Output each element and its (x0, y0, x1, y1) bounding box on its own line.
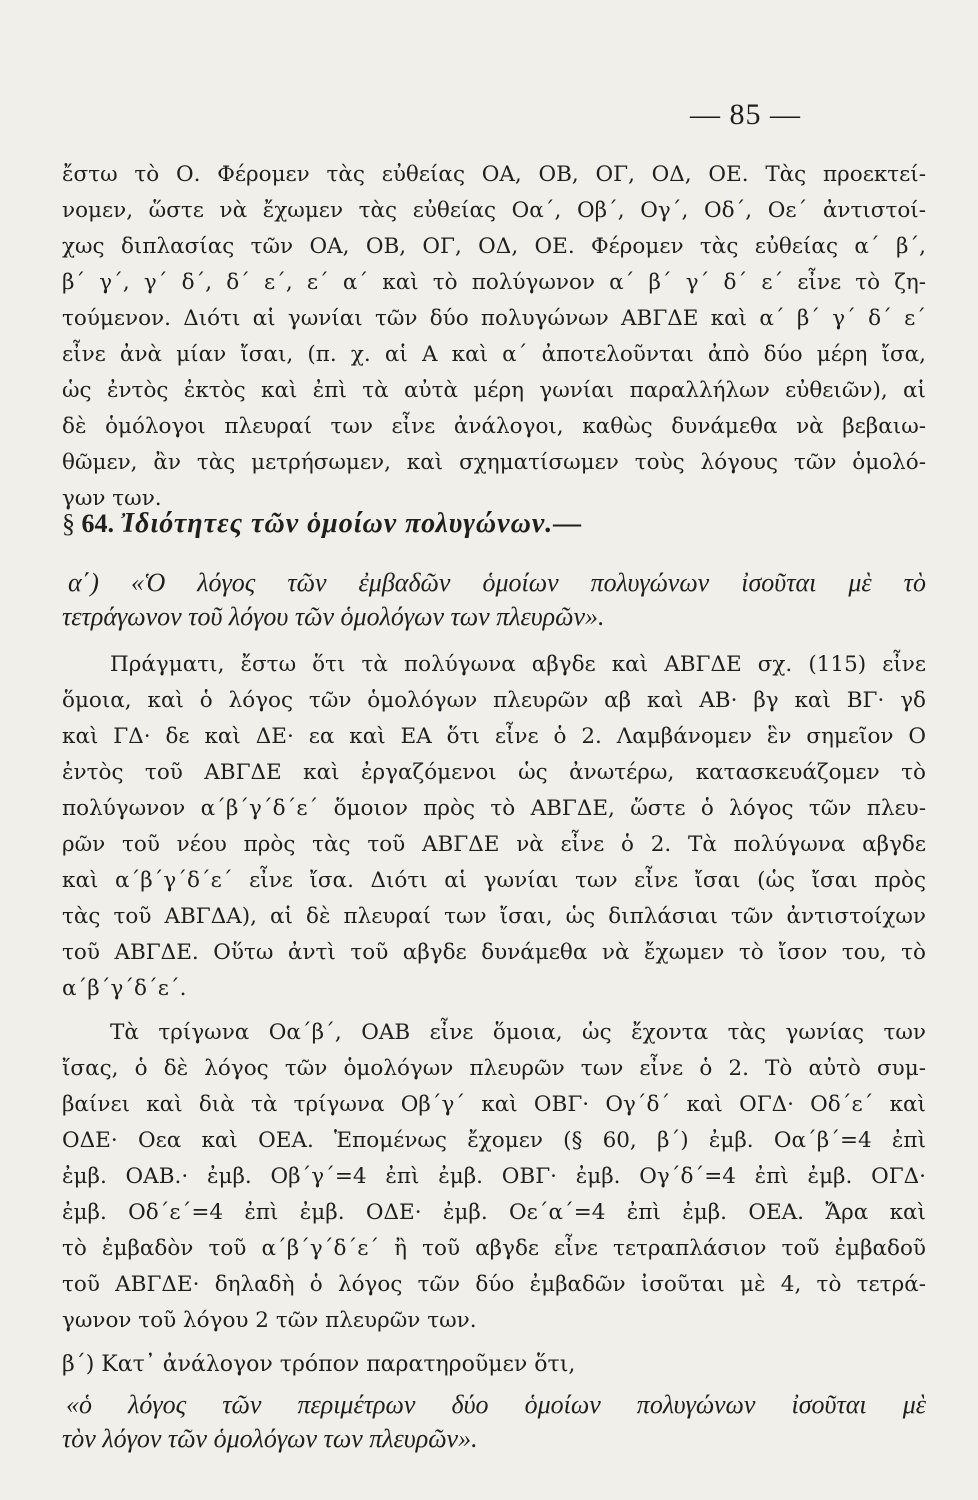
text-line: τοῦ ΑΒΓΔΕ. Οὕτω ἀντὶ τοῦ αβγδε δυνάμεθα νὰ ἔχωμεν τὸ ἴσον του, τὸ (62, 940, 926, 965)
text-line: γων των. (62, 486, 162, 511)
text-line: ΟΔΕ· Οεα καὶ ΟΕΑ. Ἑπομένως ἔχομεν (§ 60, β΄) ἐμβ. Οα΄β΄=4 ἐπὶ (62, 1128, 926, 1153)
theorem-line: τὸν λόγον τῶν ὁμολόγων των πλευρῶν». (62, 1424, 478, 1453)
text-line: ἴσας, ὁ δὲ λόγος τῶν ὁμολόγων πλευρῶν των εἶνε ὁ 2. Τὸ αὐτὸ συμ- (62, 1056, 926, 1081)
text-line: χως διπλασίας τῶν ΟΑ, ΟΒ, ΟΓ, ΟΔ, ΟΕ. Φέρομεν τὰς εὐθείας α΄ β΄, (62, 234, 926, 259)
text-line: νομεν, ὥστε νὰ ἔχωμεν τὰς εὐθείας Οα΄, Οβ΄, Ογ΄, Οδ΄, Οε΄ ἀντιστοί- (62, 198, 926, 223)
text-line: ὅμοια, καὶ ὁ λόγος τῶν ὁμολόγων πλευρῶν αβ καὶ ΑΒ· βγ καὶ ΒΓ· γδ (62, 688, 926, 713)
text-line: τὸ ἐμβαδὸν τοῦ α΄β΄γ΄δ΄ε΄ ἢ τοῦ αβγδε εἶνε τετραπλάσιον τοῦ ἐμβαδοῦ (62, 1236, 926, 1261)
text-line: καὶ α΄β΄γ΄δ΄ε΄ εἶνε ἴσα. Διότι αἱ γωνίαι των εἶνε ἴσαι (ὡς ἴσαι πρὸς (62, 868, 926, 893)
text-line: δὲ ὁμόλογοι πλευραί των εἶνε ἀνάλογοι, καθὼς δυνάμεθα νὰ βεβαιω- (62, 414, 926, 439)
text-line: ρῶν τοῦ νέου πρὸς τὰς τοῦ ΑΒΓΔΕ νὰ εἶνε ὁ 2. Τὰ πολύγωνα αβγδε (62, 832, 926, 857)
text-line: τοῦ ΑΒΓΔΕ· δηλαδὴ ὁ λόγος τῶν δύο ἐμβαδῶν ἰσοῦται μὲ 4, τὸ τετρά- (62, 1272, 926, 1297)
text-line: ἐντὸς τοῦ ΑΒΓΔΕ καὶ ἐργαζόμενοι ὡς ἀνωτέρω, κατασκευάζομεν τὸ (62, 760, 926, 785)
text-line: θῶμεν, ἂν τὰς μετρήσωμεν, καὶ σχηματίσωμεν τοὺς λόγους τῶν ὁμολό- (62, 450, 926, 475)
text-line: α΄β΄γ΄δ΄ε΄. (62, 976, 187, 1001)
text-line: β΄ γ΄, γ΄ δ΄, δ΄ ε΄, ε΄ α΄ καὶ τὸ πολύγωνον α΄ β΄ γ΄ δ΄ ε΄ εἶνε τὸ ζη- (62, 270, 926, 295)
text-line: τὰς τοῦ ΑΒΓΔΑ), αἱ δὲ πλευραί των ἴσαι, ὡς διπλάσιαι τῶν ἀντιστοίχων (62, 904, 926, 929)
text-line: βαίνει καὶ διὰ τὰ τρίγωνα Οβ΄γ΄ καὶ ΟΒΓ· Ογ΄δ΄ καὶ ΟΓΔ· Οδ΄ε΄ καὶ (62, 1092, 926, 1117)
theorem-line: α΄) «Ὁ λόγος τῶν ἐμβαδῶν ὁμοίων πολυγώνων ἰσοῦται μὲ τὸ (68, 568, 926, 597)
text-line: καὶ ΓΔ· δε καὶ ΔΕ· εα καὶ ΕΑ ὅτι εἶνε ὁ 2. Λαμβάνομεν ἓν σημεῖον Ο (62, 724, 926, 749)
theorem-line: «ὁ λόγος τῶν περιμέτρων δύο ὁμοίων πολυγώνων ἰσοῦται μὲ (66, 1390, 926, 1419)
text-line: Πράγματι, ἔστω ὅτι τὰ πολύγωνα αβγδε καὶ ΑΒΓΔΕ σχ. (115) εἶνε (110, 652, 926, 677)
theorem-line: τετράγωνον τοῦ λόγου τῶν ὁμολόγων των πλευρῶν». (62, 602, 605, 631)
text-line: ἐμβ. ΟΑΒ.· ἐμβ. Οβ΄γ΄=4 ἐπὶ ἐμβ. ΟΒΓ· ἐμβ. Ογ΄δ΄=4 ἐπὶ ἐμβ. ΟΓΔ· (62, 1164, 926, 1189)
section-title: Ἰδιότητες τῶν ὁμοίων πολυγώνων.— (120, 508, 583, 539)
text-line: β΄) Κατ᾽ ἀνάλογον τρόπον παρατηροῦμεν ὅτι, (62, 1352, 576, 1377)
text-line: ἔστω τὸ Ο. Φέρομεν τὰς εὐθείας ΟΑ, ΟΒ, ΟΓ, ΟΔ, ΟΕ. Τὰς προεκτεί- (62, 162, 926, 187)
section-heading (62, 508, 582, 540)
text-line: πολύγωνον α΄β΄γ΄δ΄ε΄ ὅμοιον πρὸς τὸ ΑΒΓΔΕ, ὥστε ὁ λόγος τῶν πλευ- (62, 796, 926, 821)
text-line: γωνον τοῦ λόγου 2 τῶν πλευρῶν των. (62, 1308, 477, 1333)
page-number: — 85 — (690, 98, 801, 131)
text-line: ἐμβ. Οδ΄ε΄=4 ἐπὶ ἐμβ. ΟΔΕ· ἐμβ. Οε΄α΄=4 ἐπὶ ἐμβ. ΟΕΑ. Ἄρα καὶ (62, 1200, 926, 1225)
text-line: εἶνε ἀνὰ μίαν ἴσαι, (π. χ. αἱ Α καὶ α΄ ἀποτελοῦνται ἀπὸ δύο μέρη ἴσα, (62, 342, 926, 367)
text-line: Τὰ τρίγωνα Οα΄β΄, ΟΑΒ εἶνε ὅμοια, ὡς ἔχοντα τὰς γωνίας των (110, 1020, 926, 1045)
section-number: 64. (81, 509, 114, 538)
section-symbol: § (62, 509, 75, 538)
text-line: ὡς ἐντὸς ἐκτὸς καὶ ἐπὶ τὰ αὐτὰ μέρη γωνίαι παραλλήλων εὐθειῶν), αἱ (62, 378, 926, 403)
text-line: τούμενον. Διότι αἱ γωνίαι τῶν δύο πολυγώνων ΑΒΓΔΕ καὶ α΄ β΄ γ΄ δ΄ ε΄ (62, 306, 926, 331)
